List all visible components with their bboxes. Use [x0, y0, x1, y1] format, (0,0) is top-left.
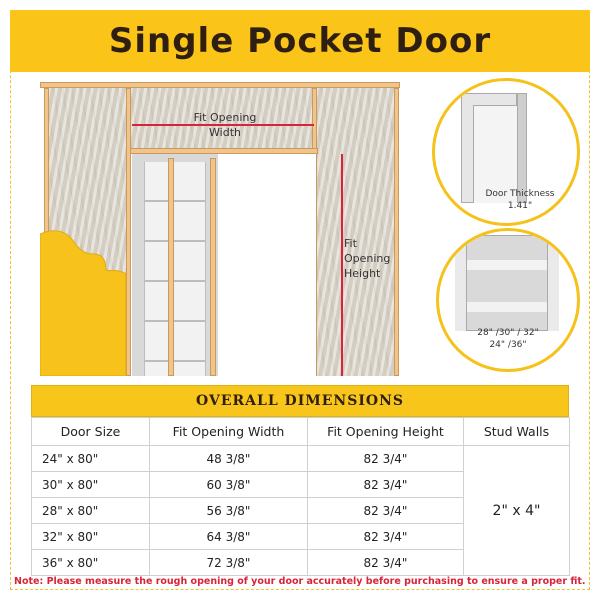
height-label-line3: Height — [344, 267, 381, 280]
fit-width-cell: 60 3/8" — [150, 472, 308, 498]
door-panel-detail — [455, 235, 559, 331]
col-fit-height: Fit Opening Height — [308, 418, 464, 446]
pocket-split-stud-right — [210, 158, 216, 376]
door-size-cell: 32" x 80" — [32, 524, 150, 550]
table-row — [32, 446, 570, 472]
height-label-line1: Fit — [344, 237, 357, 250]
height-dimension-line — [341, 154, 343, 376]
width-label-line1: Fit Opening — [193, 111, 257, 124]
fit-width-cell: 48 3/8" — [150, 446, 308, 472]
door-width-label-group — [452, 327, 564, 351]
door-size-cell: 30" x 80" — [32, 472, 150, 498]
right-stud — [394, 88, 399, 376]
title-banner — [10, 10, 590, 72]
fit-height-cell: 82 3/4" — [308, 550, 464, 576]
pocket-split-stud-left — [168, 158, 174, 376]
door-slab-shape — [40, 228, 130, 376]
door-thickness-label: Door Thickness — [485, 189, 555, 199]
measurement-note: Note: Please measure the rough opening of your door accurately before purchasing to ensure a proper fit. — [14, 576, 586, 587]
col-stud-walls: Stud Walls — [464, 418, 570, 446]
height-label-line2: Opening — [344, 252, 391, 265]
col-door-size: Door Size — [32, 418, 150, 446]
fit-height-cell: 82 3/4" — [308, 524, 464, 550]
width-dimension-label — [170, 110, 280, 140]
fit-width-cell: 56 3/8" — [150, 498, 308, 524]
pocket-door-slats — [144, 162, 206, 376]
fit-width-cell: 64 3/8" — [150, 524, 308, 550]
height-dimension-label — [344, 236, 394, 281]
dimensions-grid — [31, 417, 570, 576]
stud-walls-cell: 2" x 4" — [464, 446, 570, 576]
door-panel-stile-right — [547, 235, 559, 331]
door-size-cell: 36" x 80" — [32, 550, 150, 576]
fit-width-cell: 72 3/8" — [150, 550, 308, 576]
door-corner-side — [517, 93, 527, 203]
table-title: OVERALL DIMENSIONS — [196, 393, 404, 409]
fit-height-cell: 82 3/4" — [308, 472, 464, 498]
dimensions-table — [31, 385, 569, 576]
door-width-label-line2: 24" /36" — [489, 340, 527, 350]
door-thickness-value: 1.41" — [507, 201, 533, 211]
table-header-row — [32, 418, 570, 446]
door-width-label-line1: 28" /30" / 32" — [477, 328, 539, 338]
width-label-line2: Width — [209, 126, 241, 139]
right-wall-panel — [316, 88, 396, 376]
pocket-door-diagram — [40, 78, 400, 378]
door-size-cell: 28" x 80" — [32, 498, 150, 524]
col-fit-width: Fit Opening Width — [150, 418, 308, 446]
fit-height-cell: 82 3/4" — [308, 498, 464, 524]
door-thickness-label-group — [470, 188, 570, 212]
table-title-bar — [31, 385, 569, 417]
door-panel-stile-left — [455, 235, 467, 331]
door-opening — [220, 154, 316, 376]
page-title: Single Pocket Door — [108, 21, 492, 61]
fit-height-cell: 82 3/4" — [308, 446, 464, 472]
door-size-cell: 24" x 80" — [32, 446, 150, 472]
